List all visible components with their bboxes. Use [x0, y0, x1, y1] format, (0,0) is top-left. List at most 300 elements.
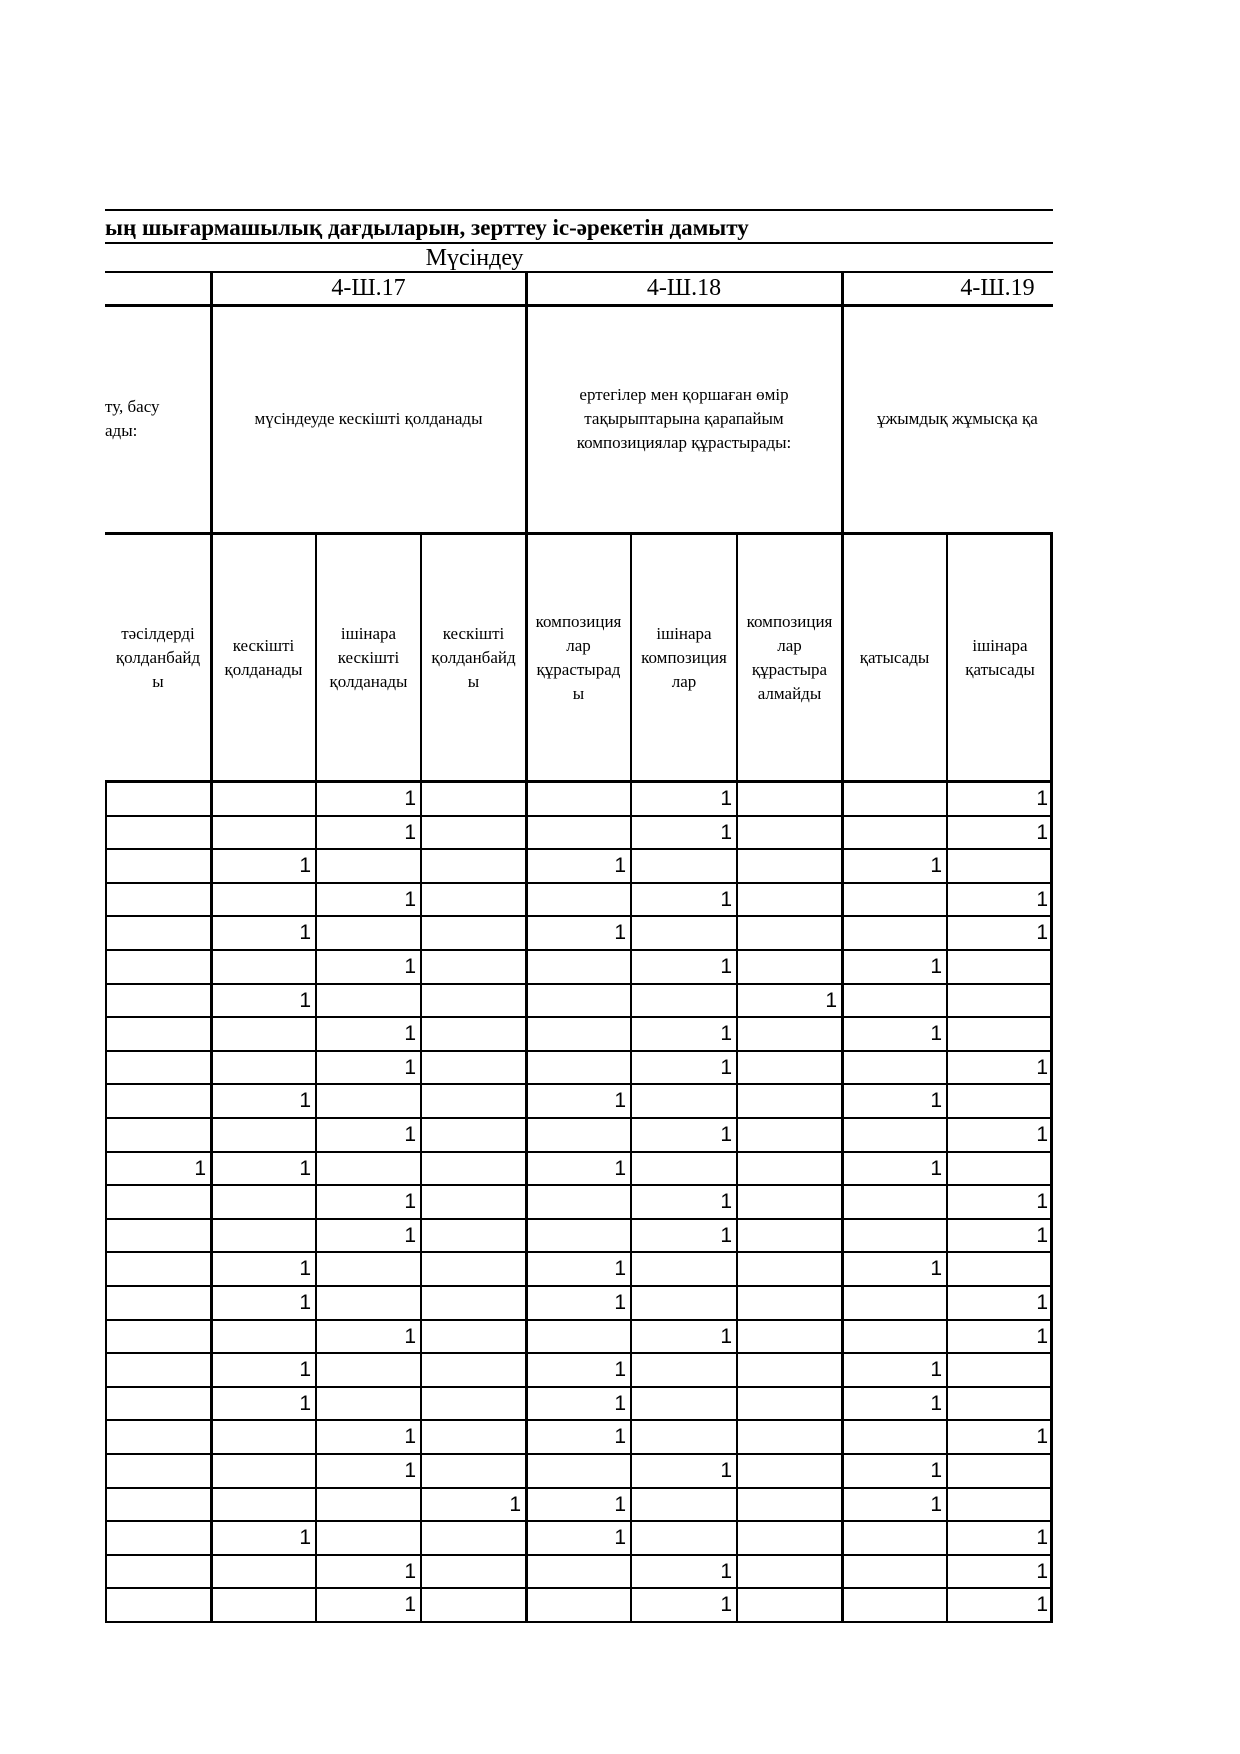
table-cell [631, 984, 737, 1018]
table-cell [105, 782, 211, 816]
table-cell [421, 1017, 526, 1051]
table-cell: 1 [720, 955, 732, 978]
table-cell [737, 816, 842, 850]
subheader-line: ішінара [340, 623, 397, 643]
subheader-line: кескішті [337, 647, 400, 667]
table-cell [737, 1152, 842, 1186]
table-cell [421, 1420, 526, 1454]
column-subheader [316, 534, 421, 781]
column-separator [736, 534, 738, 1622]
table-cell: 1 [299, 854, 311, 878]
table-cell [631, 1084, 737, 1118]
table-cell: 1 [299, 1358, 311, 1382]
table-cell [421, 1118, 526, 1152]
table-cell: 1 [614, 1391, 626, 1415]
description-text: ұжымдық жұмысқа қа [877, 409, 1038, 428]
subheader-line: құрастырад [536, 659, 621, 679]
table-cell [526, 1051, 631, 1085]
table-cell: 1 [299, 921, 311, 945]
table-cell [105, 1420, 211, 1454]
table-cell [842, 883, 947, 917]
table-cell [526, 1555, 631, 1589]
table-cell [842, 1118, 947, 1152]
table-cell [316, 916, 421, 950]
column-subheader [631, 534, 737, 781]
table-cell [842, 1521, 947, 1555]
table-cell [737, 849, 842, 883]
description-partial [105, 306, 205, 532]
row-border [105, 1319, 1053, 1321]
table-cell [947, 1353, 1053, 1387]
subheader-line: кескішті [442, 623, 505, 643]
row-border [105, 1520, 1053, 1522]
table-cell: 1 [404, 1123, 416, 1146]
code-4-sh-17: 4-Ш.17 [331, 275, 406, 301]
top-border [105, 209, 1053, 211]
table-cell [421, 1252, 526, 1286]
table-cell [842, 1555, 947, 1589]
table-cell [211, 883, 316, 917]
table-cell: 1 [1036, 1559, 1048, 1583]
table-cell [631, 1521, 737, 1555]
table-cell: 1 [614, 1089, 626, 1113]
table-cell [211, 1185, 316, 1219]
row-border [105, 1285, 1053, 1287]
table-cell [737, 883, 842, 917]
table-cell: 1 [930, 1391, 942, 1415]
table-cell [526, 816, 631, 850]
table-cell [105, 1219, 211, 1253]
table-cell: 1 [614, 1257, 626, 1281]
table-cell: 1 [404, 1459, 416, 1482]
table-cell [631, 916, 737, 950]
table-cell [421, 1588, 526, 1622]
row-border [105, 1251, 1053, 1253]
table-cell [737, 1454, 842, 1488]
table-cell [421, 1084, 526, 1118]
table-cell: 1 [930, 1459, 942, 1482]
table-cell: 1 [614, 1526, 626, 1550]
table-cell: 1 [930, 1492, 942, 1516]
table-cell [842, 1420, 947, 1454]
table-cell: 1 [614, 1425, 626, 1449]
table-cell [105, 984, 211, 1018]
table-cell [526, 984, 631, 1018]
table-cell [421, 883, 526, 917]
subheader-line: лар [671, 671, 697, 691]
table-cell [316, 1286, 421, 1320]
table-cell [737, 1185, 842, 1219]
table-cell [526, 1017, 631, 1051]
table-cell: 1 [1036, 1123, 1048, 1146]
table-cell [526, 1118, 631, 1152]
table-cell [421, 1521, 526, 1555]
table-cell [737, 1420, 842, 1454]
subheader-line: қатысады [859, 647, 930, 667]
table-cell [211, 1051, 316, 1085]
table-cell: 1 [614, 1492, 626, 1516]
table-cell: 1 [404, 1022, 416, 1046]
table-cell: 1 [404, 1425, 416, 1449]
table-cell: 1 [299, 1291, 311, 1314]
table-cell: 1 [720, 1223, 732, 1247]
table-cell [105, 1521, 211, 1555]
table-cell: 1 [930, 1257, 942, 1281]
description-partial-line: ту, басу [105, 397, 160, 416]
table-title: ың шығармашылық дағдыларын, зерттеу іс-әрекетін дамыту [105, 215, 749, 240]
subheader-line: лар [777, 635, 802, 655]
table-cell: 1 [404, 787, 416, 810]
subheader-border [105, 780, 1053, 783]
table-cell: 1 [720, 1123, 732, 1146]
column-subheader [947, 534, 1053, 781]
table-cell: 1 [614, 1291, 626, 1314]
table-cell: 1 [299, 1526, 311, 1550]
table-cell [842, 1588, 947, 1622]
table-cell [737, 1555, 842, 1589]
table-cell: 1 [404, 1593, 416, 1617]
table-cell [105, 1118, 211, 1152]
table-cell [421, 950, 526, 984]
table-cell: 1 [614, 1358, 626, 1382]
table-cell: 1 [1036, 820, 1048, 844]
table-cell [105, 1084, 211, 1118]
table-cell [737, 950, 842, 984]
table-cell: 1 [1036, 1324, 1048, 1348]
table-cell [947, 1252, 1053, 1286]
table-cell [631, 1488, 737, 1522]
description-partial-line: ады: [105, 421, 138, 440]
table-cell: 1 [299, 1257, 311, 1281]
table-cell [211, 1420, 316, 1454]
table-cell [526, 883, 631, 917]
description-4-sh-19 [877, 306, 1053, 532]
column-subheader [737, 534, 842, 781]
table-cell [737, 1017, 842, 1051]
table-cell [211, 1118, 316, 1152]
table-cell [421, 1152, 526, 1186]
table-cell [526, 1219, 631, 1253]
description-line: тақырыптарына қарапайым [584, 409, 784, 428]
table-cell [737, 1320, 842, 1354]
table-cell [631, 1420, 737, 1454]
table-cell: 1 [720, 1022, 732, 1046]
table-cell: 1 [299, 1156, 311, 1180]
left-border [105, 782, 107, 1622]
row-border [105, 1184, 1053, 1186]
table-cell [105, 1488, 211, 1522]
table-cell [737, 916, 842, 950]
table-cell [105, 1017, 211, 1051]
table-cell [737, 1252, 842, 1286]
table-cell: 1 [1036, 1425, 1048, 1449]
table-cell [316, 1152, 421, 1186]
table-cell [211, 1017, 316, 1051]
table-cell: 1 [614, 854, 626, 878]
table-cell [316, 1353, 421, 1387]
column-separator [946, 534, 948, 1622]
table-cell [737, 1387, 842, 1421]
table-cell: 1 [614, 1156, 626, 1180]
column-subheader [211, 534, 316, 781]
table-cell [211, 1488, 316, 1522]
description-line: ертегілер мен қоршаған өмір [579, 385, 789, 404]
description-line: композициялар құрастырады: [576, 433, 792, 452]
row-border [105, 949, 1053, 951]
table-cell: 1 [1036, 1190, 1048, 1214]
table-cell [211, 782, 316, 816]
row-border [105, 1050, 1053, 1052]
table-cell: 1 [194, 1156, 206, 1180]
table-cell [947, 1152, 1053, 1186]
table-cell [105, 1286, 211, 1320]
table-cell [421, 816, 526, 850]
row-border [105, 1386, 1053, 1388]
table-cell [526, 1454, 631, 1488]
row-border [105, 1621, 1053, 1623]
column-subheader [421, 534, 526, 781]
table-cell [947, 1454, 1053, 1488]
table-cell [842, 816, 947, 850]
code-4-sh-18: 4-Ш.18 [646, 275, 722, 301]
table-cell [421, 1320, 526, 1354]
table-cell: 1 [1036, 887, 1048, 911]
row-border [105, 1352, 1053, 1354]
table-cell [105, 1252, 211, 1286]
row-border [105, 983, 1053, 985]
table-cell: 1 [1036, 1291, 1048, 1314]
table-cell: 1 [930, 1358, 942, 1382]
table-cell: 1 [720, 1190, 732, 1214]
table-cell [631, 1252, 737, 1286]
table-cell [631, 1152, 737, 1186]
right-border [1050, 534, 1053, 1622]
subheader-line: кескішті [232, 635, 295, 655]
table-cell [947, 1017, 1053, 1051]
table-cell [737, 1051, 842, 1085]
table-cell [947, 1084, 1053, 1118]
table-cell [211, 1555, 316, 1589]
table-cell: 1 [720, 887, 732, 911]
table-cell [316, 1084, 421, 1118]
description-4-sh-18 [526, 306, 842, 532]
table-cell: 1 [720, 1459, 732, 1482]
table-cell [421, 849, 526, 883]
table-cell: 1 [930, 1156, 942, 1180]
table-cell: 1 [1036, 1223, 1048, 1247]
table-cell [421, 916, 526, 950]
table-cell [737, 1286, 842, 1320]
table-cell [842, 1185, 947, 1219]
table-cell: 1 [720, 787, 732, 810]
table-cell: 1 [930, 854, 942, 878]
table-cell: 1 [930, 1089, 942, 1113]
table-cell [421, 984, 526, 1018]
description-border [105, 532, 1053, 535]
table-cell [105, 1387, 211, 1421]
table-cell [211, 1320, 316, 1354]
subheader-line: ы [152, 671, 164, 691]
subheader-line: лар [566, 635, 591, 655]
subheader-line: ішінара [972, 635, 1028, 655]
row-border [105, 1083, 1053, 1085]
title-border [105, 242, 1053, 244]
table-cell: 1 [1036, 1526, 1048, 1550]
column-subheader [105, 534, 211, 781]
table-cell: 1 [404, 1223, 416, 1247]
table-cell: 1 [404, 1055, 416, 1079]
table-cell [947, 984, 1053, 1018]
group-separator [841, 271, 844, 1622]
subheader-line: алмайды [757, 683, 822, 703]
table-cell [316, 849, 421, 883]
table-cell [421, 1387, 526, 1421]
table-cell: 1 [404, 887, 416, 911]
table-cell [421, 1286, 526, 1320]
table-cell: 1 [299, 1391, 311, 1415]
table-cell [105, 1320, 211, 1354]
subheader-line: құрастыра [751, 659, 828, 679]
table-cell [631, 1353, 737, 1387]
table-cell: 1 [1036, 1055, 1048, 1079]
table-cell [421, 1454, 526, 1488]
table-cell [947, 1488, 1053, 1522]
table-cell [211, 950, 316, 984]
table-cell [316, 1387, 421, 1421]
row-border [105, 1016, 1053, 1018]
table-cell [842, 984, 947, 1018]
column-separator [630, 534, 632, 1622]
table-cell [211, 816, 316, 850]
table-cell [842, 1051, 947, 1085]
table-cell [737, 1118, 842, 1152]
table-cell [842, 782, 947, 816]
table-cell: 1 [614, 921, 626, 945]
table-cell [737, 1588, 842, 1622]
table-cell: 1 [509, 1492, 521, 1516]
row-border [105, 1419, 1053, 1421]
table-cell [526, 782, 631, 816]
row-border [105, 1117, 1053, 1119]
subheader-line: қолданады [329, 671, 408, 691]
table-cell [421, 1185, 526, 1219]
table-cell [631, 849, 737, 883]
column-subheader [526, 534, 631, 781]
table-cell [526, 1320, 631, 1354]
section-label: Мүсіндеу [425, 245, 524, 271]
subheader-line: тәсілдерді [121, 623, 195, 643]
row-border [105, 915, 1053, 917]
table-cell: 1 [404, 955, 416, 978]
row-border [105, 1487, 1053, 1489]
subheader-line: ы [572, 683, 585, 703]
table-cell [105, 916, 211, 950]
table-cell [421, 782, 526, 816]
table-cell [316, 1488, 421, 1522]
subheader-line: қатысады [965, 659, 1035, 679]
subheader-line: ішінара [656, 623, 712, 643]
table-cell [105, 883, 211, 917]
table-cell [737, 1488, 842, 1522]
table-cell: 1 [1036, 921, 1048, 945]
row-border [105, 1453, 1053, 1455]
row-border [105, 1554, 1053, 1556]
row-border [105, 848, 1053, 850]
group-separator [525, 271, 528, 1622]
subheader-line: композиция [746, 611, 833, 631]
table-cell: 1 [720, 820, 732, 844]
table-cell [421, 1353, 526, 1387]
row-border [105, 815, 1053, 817]
table-cell [842, 1320, 947, 1354]
table-cell [421, 1555, 526, 1589]
row-border [105, 882, 1053, 884]
subheader-line: композиция [535, 611, 622, 631]
table-cell [842, 1286, 947, 1320]
code-4-sh-19: 4-Ш.19 [960, 275, 1035, 301]
table-cell [105, 816, 211, 850]
table-cell: 1 [720, 1593, 732, 1617]
table-cell: 1 [720, 1324, 732, 1348]
table-cell [526, 1185, 631, 1219]
table-cell [105, 1454, 211, 1488]
table-cell: 1 [404, 1559, 416, 1583]
table-cell [842, 1219, 947, 1253]
table-cell: 1 [404, 1324, 416, 1348]
table-cell [421, 1051, 526, 1085]
table-cell [211, 1454, 316, 1488]
table-cell: 1 [825, 988, 837, 1012]
subheader-line: қолданады [224, 659, 303, 679]
table-cell [947, 950, 1053, 984]
description-text: мүсіндеуде кескішті қолданады [254, 409, 483, 428]
subheader-line: қолданбайд [431, 647, 516, 667]
table-cell [105, 1353, 211, 1387]
table-cell: 1 [930, 955, 942, 978]
table-cell: 1 [299, 988, 311, 1012]
table-cell [842, 916, 947, 950]
table-cell: 1 [720, 1559, 732, 1583]
table-cell [737, 1353, 842, 1387]
column-subheader [842, 534, 947, 781]
table-cell [737, 782, 842, 816]
table-cell [105, 1555, 211, 1589]
table-cell [526, 950, 631, 984]
table-cell [631, 1286, 737, 1320]
table-cell: 1 [720, 1055, 732, 1079]
table-cell [737, 1521, 842, 1555]
table-cell [105, 950, 211, 984]
table-cell [105, 849, 211, 883]
table-cell [316, 984, 421, 1018]
table-cell [316, 1521, 421, 1555]
row-border [105, 1151, 1053, 1153]
row-border [105, 1587, 1053, 1589]
table-cell [105, 1051, 211, 1085]
column-separator [420, 534, 422, 1622]
assessment-table [105, 209, 1053, 1639]
table-cell: 1 [930, 1022, 942, 1046]
description-4-sh-17 [211, 306, 526, 532]
subheader-line: ы [467, 671, 480, 691]
table-cell [316, 1252, 421, 1286]
table-cell [947, 1387, 1053, 1421]
row-border [105, 1218, 1053, 1220]
table-cell [737, 1219, 842, 1253]
section-border [105, 271, 1053, 273]
code-border [105, 304, 1053, 307]
table-cell [737, 1084, 842, 1118]
